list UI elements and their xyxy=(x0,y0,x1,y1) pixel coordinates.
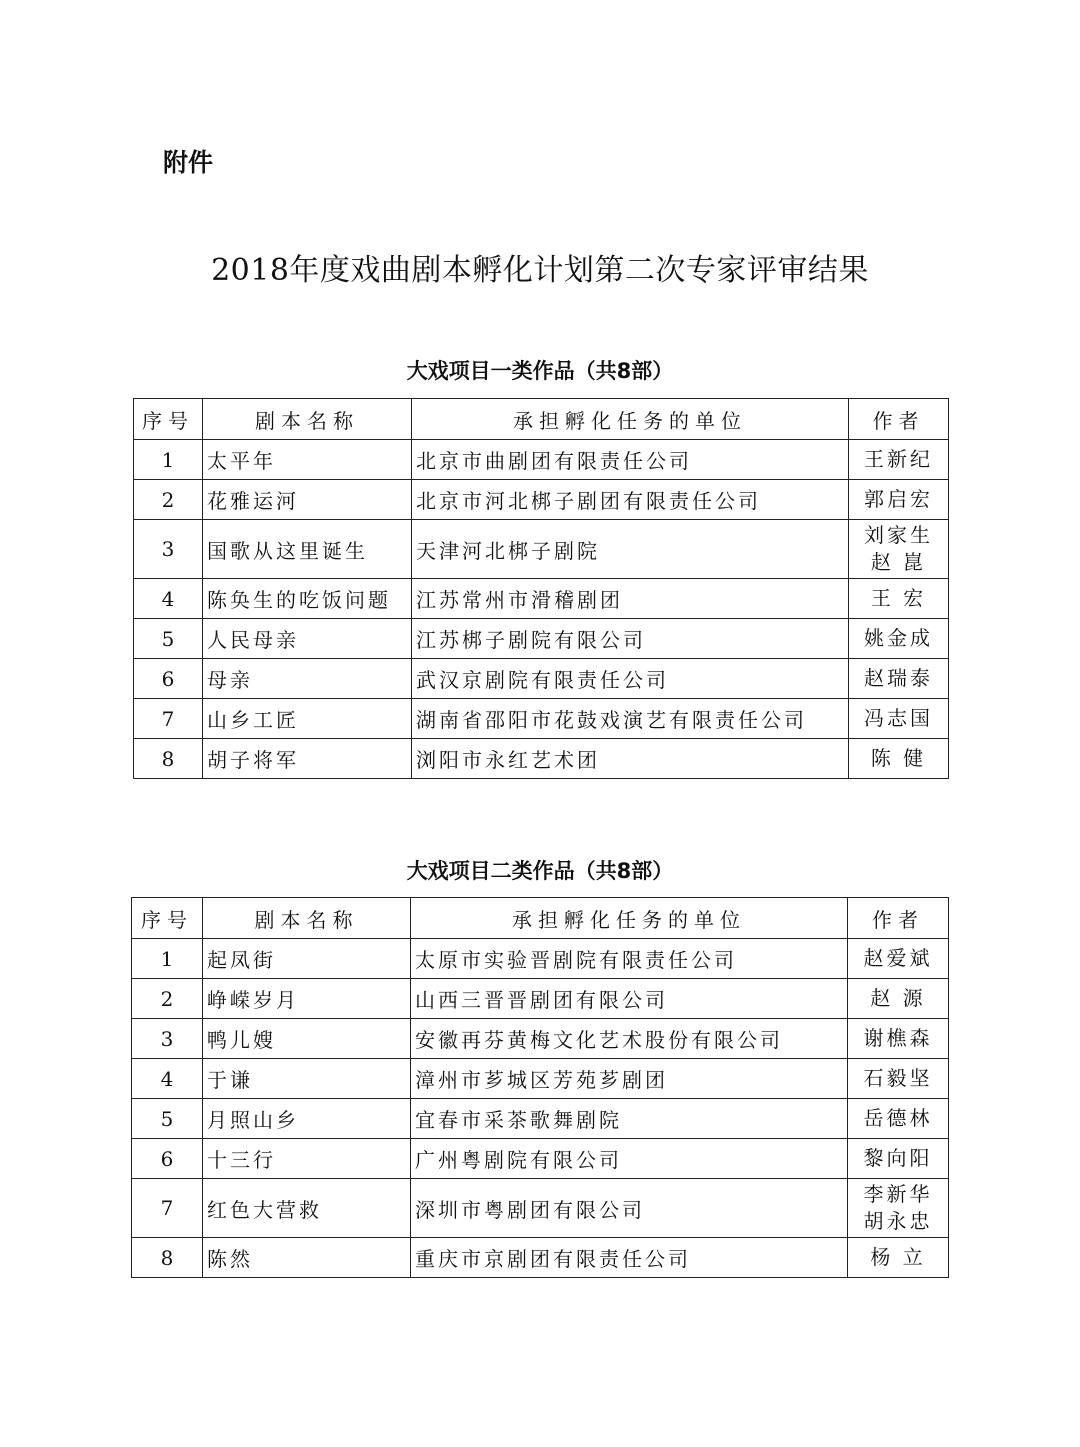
row-number-cell: 3 xyxy=(132,1019,203,1059)
table-row xyxy=(134,579,949,619)
table-row xyxy=(134,619,949,659)
row-number-cell: 7 xyxy=(134,699,203,739)
author-cell xyxy=(848,1238,949,1278)
attachment-label: 附件 xyxy=(163,148,214,177)
script-name-cell: 红色大营救 xyxy=(203,1179,411,1238)
author-cell xyxy=(848,1059,949,1099)
unit-cell: 武汉京剧院有限责任公司 xyxy=(412,659,849,699)
author-cell xyxy=(848,1139,949,1179)
author-cell xyxy=(848,1019,949,1059)
row-number-cell: 6 xyxy=(134,659,203,699)
script-name-cell: 月照山乡 xyxy=(203,1099,411,1139)
row-number-cell: 6 xyxy=(132,1139,203,1179)
unit-cell: 湖南省邵阳市花鼓戏演艺有限责任公司 xyxy=(412,699,849,739)
script-name-cell: 人民母亲 xyxy=(203,619,412,659)
row-number-cell: 3 xyxy=(134,520,203,579)
section-title-category-two: 大戏项目二类作品（共8部） xyxy=(406,859,674,883)
unit-cell: 漳州市芗城区芳苑芗剧团 xyxy=(411,1059,848,1099)
table-row xyxy=(134,699,949,739)
table-row xyxy=(132,1059,949,1099)
author-name: 郭启宏 xyxy=(864,487,933,511)
author-name: 岳德林 xyxy=(863,1106,933,1130)
author-cell xyxy=(849,619,949,659)
header-author: 作者 xyxy=(848,898,949,939)
table-row xyxy=(132,1019,949,1059)
script-name-cell: 陈奂生的吃饭问题 xyxy=(203,579,412,619)
row-number-cell: 4 xyxy=(132,1059,203,1099)
script-name-cell: 十三行 xyxy=(203,1139,411,1179)
author-name: 杨 立 xyxy=(870,1245,926,1269)
header-unit: 承担孵化任务的单位 xyxy=(412,399,849,440)
author-name: 赵 源 xyxy=(870,986,926,1010)
table-row xyxy=(134,440,949,480)
row-number-cell: 8 xyxy=(134,739,203,779)
header-number: 序号 xyxy=(132,898,203,939)
document-title: 2018年度戏曲剧本孵化计划第二次专家评审结果 xyxy=(211,253,869,288)
author-cell xyxy=(848,1179,949,1238)
table-row xyxy=(134,659,949,699)
unit-cell: 太原市实验晋剧院有限责任公司 xyxy=(411,939,848,979)
author-cell xyxy=(849,659,949,699)
table-header-row xyxy=(132,898,949,939)
row-number-cell: 5 xyxy=(134,619,203,659)
author-cell xyxy=(849,520,949,579)
author-name: 冯志国 xyxy=(864,706,933,730)
table-body xyxy=(134,440,949,779)
author-name: 刘家生 xyxy=(864,523,933,547)
unit-cell: 山西三晋晋剧团有限公司 xyxy=(411,979,848,1019)
table-row xyxy=(132,1099,949,1139)
table-body xyxy=(132,939,949,1278)
section-title-category-one: 大戏项目一类作品（共8部） xyxy=(406,359,674,383)
unit-cell: 宜春市采茶歌舞剧院 xyxy=(411,1099,848,1139)
script-name-cell: 山乡工匠 xyxy=(203,699,412,739)
unit-cell: 江苏梆子剧院有限公司 xyxy=(412,619,849,659)
script-name-cell: 峥嵘岁月 xyxy=(203,979,411,1019)
author-name: 赵 崑 xyxy=(870,550,927,574)
row-number-cell: 8 xyxy=(132,1238,203,1278)
row-number-cell: 5 xyxy=(132,1099,203,1139)
author-cell xyxy=(848,979,949,1019)
script-name-cell: 国歌从这里诞生 xyxy=(203,520,412,579)
script-name-cell: 陈然 xyxy=(203,1238,411,1278)
author-name: 胡永忠 xyxy=(863,1209,933,1233)
unit-cell: 广州粤剧院有限公司 xyxy=(411,1139,848,1179)
row-number-cell: 4 xyxy=(134,579,203,619)
author-name: 赵瑞泰 xyxy=(864,666,933,690)
row-number-cell: 1 xyxy=(132,939,203,979)
script-name-cell: 花雅运河 xyxy=(203,480,412,520)
results-table-category-one xyxy=(133,398,949,779)
unit-cell: 安徽再芬黄梅文化艺术股份有限公司 xyxy=(411,1019,848,1059)
row-number-cell: 2 xyxy=(132,979,203,1019)
script-name-cell: 太平年 xyxy=(203,440,412,480)
author-cell xyxy=(849,579,949,619)
unit-cell: 重庆市京剧团有限责任公司 xyxy=(411,1238,848,1278)
header-author: 作者 xyxy=(849,399,949,440)
table-row xyxy=(132,1179,949,1238)
table-row xyxy=(134,520,949,579)
author-name: 姚金成 xyxy=(864,626,933,650)
script-name-cell: 鸭儿嫂 xyxy=(203,1019,411,1059)
unit-cell: 北京市河北梆子剧团有限责任公司 xyxy=(412,480,849,520)
script-name-cell: 母亲 xyxy=(203,659,412,699)
author-cell xyxy=(849,440,949,480)
row-number-cell: 2 xyxy=(134,480,203,520)
table-row xyxy=(134,739,949,779)
table-row xyxy=(132,939,949,979)
author-cell xyxy=(849,480,949,520)
author-name: 黎向阳 xyxy=(863,1146,933,1170)
unit-cell: 江苏常州市滑稽剧团 xyxy=(412,579,849,619)
header-script-name: 剧本名称 xyxy=(203,898,411,939)
author-name: 王 宏 xyxy=(870,586,927,610)
header-number: 序号 xyxy=(134,399,203,440)
unit-cell: 深圳市粤剧团有限公司 xyxy=(411,1179,848,1238)
author-name: 石毅坚 xyxy=(863,1066,933,1090)
row-number-cell: 7 xyxy=(132,1179,203,1238)
row-number-cell: 1 xyxy=(134,440,203,480)
script-name-cell: 于谦 xyxy=(203,1059,411,1099)
author-name: 李新华 xyxy=(863,1182,933,1206)
table-header-row xyxy=(134,399,949,440)
header-script-name: 剧本名称 xyxy=(203,399,412,440)
header-unit: 承担孵化任务的单位 xyxy=(411,898,848,939)
unit-cell: 浏阳市永红艺术团 xyxy=(412,739,849,779)
script-name-cell: 起凤街 xyxy=(203,939,411,979)
unit-cell: 北京市曲剧团有限责任公司 xyxy=(412,440,849,480)
author-cell xyxy=(848,1099,949,1139)
table-row xyxy=(134,480,949,520)
unit-cell: 天津河北梆子剧院 xyxy=(412,520,849,579)
author-name: 陈 健 xyxy=(870,746,927,770)
author-name: 谢樵森 xyxy=(863,1026,933,1050)
author-cell xyxy=(848,939,949,979)
table-row xyxy=(132,1139,949,1179)
script-name-cell: 胡子将军 xyxy=(203,739,412,779)
table-row xyxy=(132,1238,949,1278)
results-table-category-two xyxy=(131,897,949,1278)
author-name: 赵爱斌 xyxy=(863,946,933,970)
author-name: 王新纪 xyxy=(864,447,933,471)
table-row xyxy=(132,979,949,1019)
author-cell xyxy=(849,699,949,739)
author-cell xyxy=(849,739,949,779)
